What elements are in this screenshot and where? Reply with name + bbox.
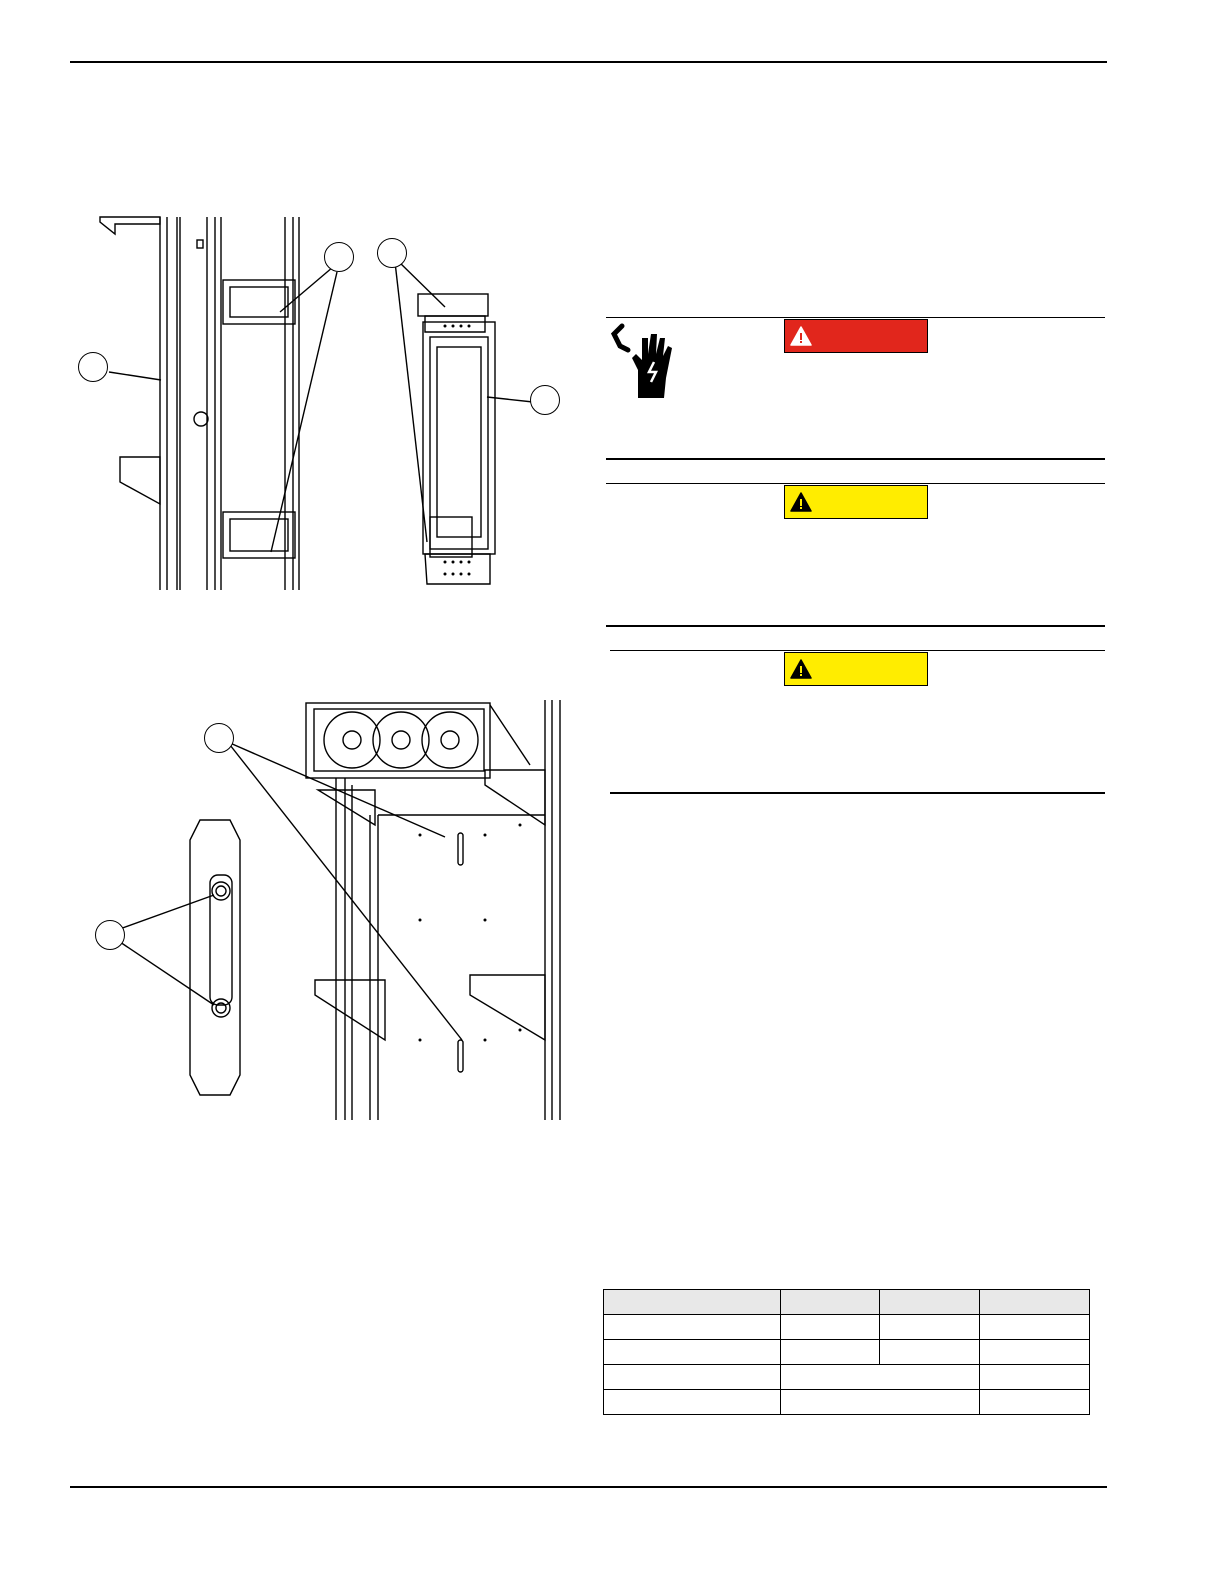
callout-5 xyxy=(204,723,234,753)
table-row xyxy=(604,1315,1090,1340)
electric-shock-hand-icon xyxy=(608,322,678,400)
figure-panel-removal xyxy=(75,212,570,594)
caution-top-rule xyxy=(610,650,1105,651)
table-cell xyxy=(781,1390,980,1415)
warning-triangle-icon xyxy=(790,659,812,679)
danger-banner xyxy=(784,319,928,353)
warning-banner xyxy=(784,485,928,519)
table-header-cell xyxy=(880,1290,980,1315)
caution-banner xyxy=(784,652,928,686)
table-row xyxy=(604,1365,1090,1390)
table-cell xyxy=(980,1365,1090,1390)
warning-top-rule xyxy=(606,483,1105,484)
table-row xyxy=(604,1390,1090,1415)
table-cell xyxy=(604,1315,781,1340)
callout-4 xyxy=(530,385,560,415)
table-cell xyxy=(880,1340,980,1365)
fan-assembly-drawing xyxy=(90,695,570,1125)
warning-triangle-icon xyxy=(790,326,812,346)
warning-bottom-rule xyxy=(606,625,1105,627)
table-header-cell xyxy=(781,1290,880,1315)
table-cell xyxy=(781,1340,880,1365)
caution-bottom-rule xyxy=(610,792,1105,794)
table-cell xyxy=(980,1340,1090,1365)
table-header-row xyxy=(604,1290,1090,1315)
callout-1 xyxy=(78,352,108,382)
table-cell xyxy=(980,1315,1090,1340)
callout-2 xyxy=(324,242,354,272)
table-cell xyxy=(781,1315,880,1340)
table-cell xyxy=(604,1390,781,1415)
callout-3 xyxy=(377,238,407,268)
panel-removal-drawing xyxy=(75,212,570,594)
footer-rule xyxy=(70,1486,1107,1488)
table-cell xyxy=(980,1390,1090,1415)
figure-fan-assembly xyxy=(90,695,570,1125)
table-cell xyxy=(781,1365,980,1390)
table-header-cell xyxy=(980,1290,1090,1315)
callout-6 xyxy=(95,920,125,950)
specification-table xyxy=(603,1289,1090,1415)
table-row xyxy=(604,1340,1090,1365)
danger-top-rule xyxy=(606,317,1105,318)
table-cell xyxy=(604,1340,781,1365)
danger-bottom-rule xyxy=(606,458,1105,460)
warning-triangle-icon xyxy=(790,492,812,512)
header-rule xyxy=(70,61,1107,63)
table-cell xyxy=(604,1365,781,1390)
table-cell xyxy=(880,1315,980,1340)
table-header-cell xyxy=(604,1290,781,1315)
